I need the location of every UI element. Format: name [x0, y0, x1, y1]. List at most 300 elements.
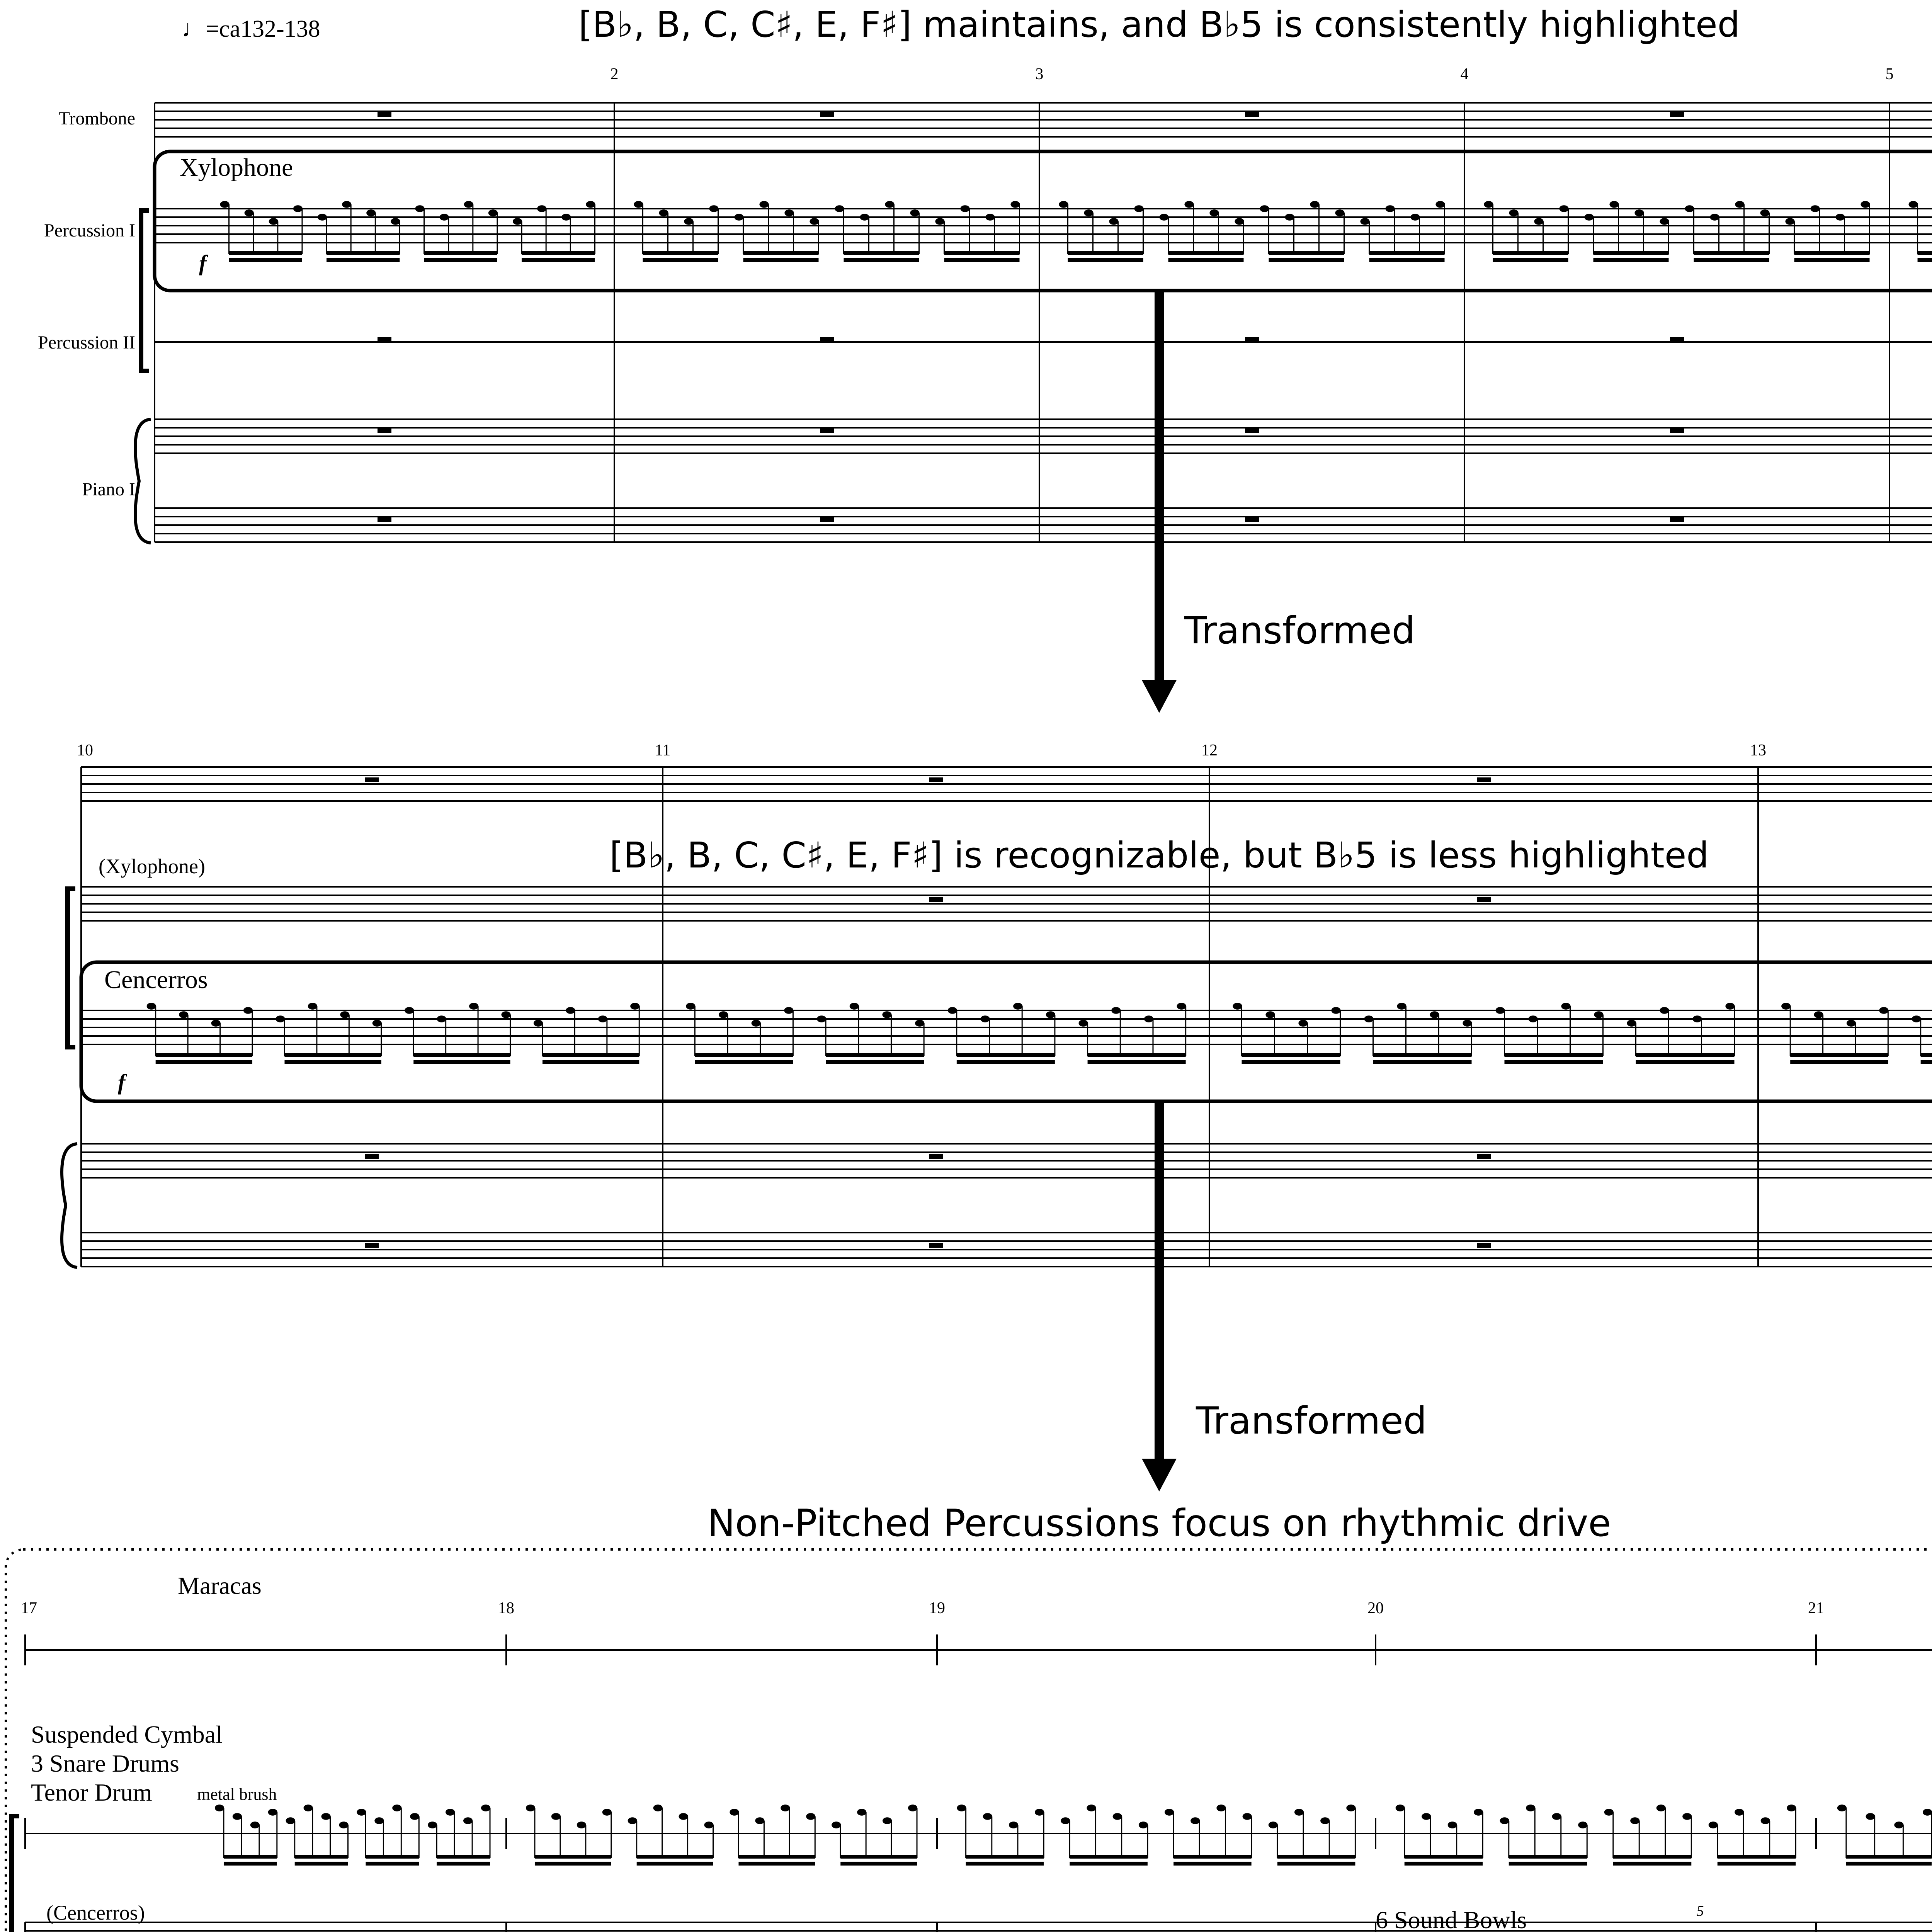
beam [1369, 251, 1445, 255]
measure-number-10: 10 [77, 742, 93, 759]
notehead [759, 201, 769, 208]
notehead [1634, 209, 1644, 216]
whole-rest [820, 112, 834, 117]
bracket [141, 211, 149, 371]
notehead [463, 1817, 473, 1824]
notehead [304, 1804, 313, 1811]
beam [1790, 1053, 1888, 1057]
notehead [1448, 1821, 1457, 1828]
beam [957, 1060, 1055, 1064]
notehead [1495, 1007, 1505, 1014]
beam [1269, 251, 1344, 255]
beam [966, 1862, 1044, 1866]
notehead [1159, 214, 1168, 221]
notehead [1463, 1020, 1472, 1027]
notehead [1285, 214, 1294, 221]
notehead [885, 201, 894, 208]
notehead [1682, 1813, 1692, 1820]
notehead [1111, 1007, 1121, 1014]
notehead [1243, 1813, 1252, 1820]
notehead [391, 218, 400, 225]
notehead [935, 218, 944, 225]
notehead [1725, 1003, 1735, 1010]
notehead [1656, 1804, 1666, 1811]
beam [366, 1862, 419, 1866]
notehead [1866, 1813, 1875, 1820]
notehead [883, 1817, 892, 1824]
notehead [1320, 1817, 1330, 1824]
notehead [1879, 1007, 1888, 1014]
whole-rest [1477, 897, 1491, 902]
beam [637, 1855, 713, 1859]
notehead [1087, 1804, 1096, 1811]
notehead [980, 1015, 990, 1022]
system2-caption: [B♭, B, C, C♯, E, F♯] is recognizable, but B♭5 is less highlighted [609, 835, 1709, 876]
notehead [1013, 1003, 1022, 1010]
notehead [1810, 205, 1820, 212]
beam [840, 1855, 917, 1859]
notehead [598, 1015, 607, 1022]
notehead [437, 1015, 446, 1022]
notehead [1584, 214, 1594, 221]
snare-drums-label: 3 Snare Drums [31, 1750, 179, 1777]
beam [1168, 258, 1244, 262]
notehead [1484, 201, 1493, 208]
beam [1068, 251, 1143, 255]
notehead [1410, 214, 1420, 221]
bracket [12, 1816, 19, 1932]
beam [738, 1862, 815, 1866]
notehead [1209, 209, 1219, 216]
measure-number-17: 17 [21, 1599, 37, 1617]
notehead [293, 205, 303, 212]
notehead [628, 1817, 637, 1824]
beam [284, 1060, 381, 1064]
notehead [686, 1003, 695, 1010]
notehead [392, 1804, 401, 1811]
whole-rest [820, 517, 834, 522]
beam [437, 1855, 490, 1859]
notehead [428, 1821, 437, 1828]
beam [1088, 1060, 1186, 1064]
beam [284, 1053, 381, 1057]
whole-rest [365, 1154, 379, 1159]
notehead [269, 218, 278, 225]
label-percussion-2: Percussion II [38, 332, 135, 353]
cencerros-label: Cencerros [104, 966, 208, 994]
notehead [1294, 1809, 1304, 1816]
beam [695, 1053, 793, 1057]
notehead [566, 1007, 575, 1014]
beam [1921, 1060, 1932, 1064]
notehead [1561, 1003, 1570, 1010]
beam [1405, 1862, 1483, 1866]
notehead [340, 1011, 349, 1018]
dynamic-f: f [199, 250, 207, 276]
beam [1505, 1060, 1603, 1064]
notehead [250, 1821, 260, 1828]
notehead [1847, 1020, 1856, 1027]
beam [543, 1053, 639, 1057]
beam [543, 1060, 639, 1064]
beam [366, 1855, 419, 1859]
notehead [526, 1804, 535, 1811]
notehead [755, 1817, 764, 1824]
notehead [857, 1809, 866, 1816]
notehead [1685, 205, 1694, 212]
whole-rest [378, 429, 391, 433]
notehead [1604, 1809, 1614, 1816]
beam [1277, 1862, 1355, 1866]
system1-caption: [B♭, B, C, C♯, E, F♯] maintains, and B♭5 is consistently highlighted [578, 4, 1740, 45]
notehead [1787, 1804, 1796, 1811]
notehead [1781, 1003, 1791, 1010]
beam [229, 258, 302, 262]
notehead [630, 1003, 639, 1010]
beam [1242, 1053, 1340, 1057]
notehead [810, 218, 819, 225]
beam [1505, 1053, 1603, 1057]
cencerros-carry-label: (Cencerros) [46, 1901, 145, 1924]
notehead [372, 1020, 382, 1027]
whole-rest [1670, 429, 1684, 433]
notehead [342, 201, 351, 208]
beam [826, 1060, 924, 1064]
beam [1068, 258, 1143, 262]
notehead [1177, 1003, 1186, 1010]
notehead [357, 1809, 366, 1816]
bracket [68, 889, 75, 1047]
notehead [321, 1813, 330, 1820]
beam [966, 1855, 1044, 1859]
notehead [1396, 1804, 1405, 1811]
whole-rest [378, 337, 391, 342]
notehead [910, 209, 919, 216]
measure-number-20: 20 [1367, 1599, 1384, 1617]
piano-brace [62, 1144, 77, 1267]
notehead [948, 1007, 957, 1014]
notehead [318, 214, 327, 221]
notehead [469, 1003, 478, 1010]
notehead [211, 1020, 220, 1027]
notehead [1184, 201, 1194, 208]
beam [1369, 258, 1445, 262]
notehead [1346, 1804, 1355, 1811]
notehead [220, 201, 229, 208]
notehead [1709, 1821, 1718, 1828]
whole-rest [929, 1154, 943, 1159]
beam [1168, 251, 1244, 255]
notehead [410, 1813, 419, 1820]
piano-brace [135, 419, 151, 543]
tenor-drum-label: Tenor Drum [31, 1779, 152, 1806]
beam [1636, 1053, 1735, 1057]
beam [844, 258, 919, 262]
beam [844, 251, 919, 255]
notehead [1509, 209, 1518, 216]
measure-number-19: 19 [929, 1599, 945, 1617]
whole-rest [365, 1243, 379, 1248]
notehead [806, 1813, 815, 1820]
notehead [1385, 205, 1395, 212]
notehead [1430, 1011, 1439, 1018]
staff-lines [7, 103, 1932, 1932]
notehead [679, 1813, 688, 1820]
beam [957, 1053, 1055, 1057]
beam [295, 1862, 348, 1866]
measure-number-18: 18 [498, 1599, 514, 1617]
notehead [488, 209, 498, 216]
beam [424, 258, 497, 262]
arrow-1-head [1142, 680, 1177, 713]
notehead [781, 1804, 790, 1811]
beam [1173, 1855, 1252, 1859]
beam [826, 1053, 924, 1057]
beam [437, 1862, 490, 1866]
beam [1594, 258, 1669, 262]
whole-rest [820, 337, 834, 342]
notehead [850, 1003, 859, 1010]
notehead [1335, 209, 1344, 216]
notehead [1500, 1817, 1509, 1824]
notehead [1235, 218, 1244, 225]
arrow-2-head [1142, 1459, 1177, 1492]
cencerros-highlight-box [81, 962, 1932, 1101]
beam [535, 1855, 611, 1859]
beam [1694, 258, 1769, 262]
beam [1405, 1855, 1483, 1859]
whole-rest [1670, 337, 1684, 342]
notehead [1269, 1821, 1278, 1828]
tuplet-number: 5 [1696, 1903, 1704, 1919]
arrow-1-label: Transformed [1184, 609, 1415, 652]
notehead [1630, 1817, 1639, 1824]
notehead [1735, 1809, 1744, 1816]
notehead [1165, 1809, 1174, 1816]
beam [1594, 251, 1669, 255]
beam [229, 251, 302, 255]
measure-number-5: 5 [1885, 65, 1894, 83]
beam [1921, 1053, 1932, 1057]
beam [743, 251, 819, 255]
notehead [983, 1813, 992, 1820]
beam [535, 1862, 611, 1866]
measure-number-12: 12 [1201, 742, 1218, 759]
notehead [752, 1020, 761, 1027]
notehead [915, 1020, 924, 1027]
notehead [1735, 201, 1744, 208]
beam [224, 1855, 277, 1859]
beam [643, 258, 718, 262]
beam [156, 1060, 252, 1064]
notehead [1397, 1003, 1406, 1010]
notehead [233, 1813, 242, 1820]
beam [1613, 1862, 1692, 1866]
notehead [602, 1809, 612, 1816]
beam [1070, 1862, 1148, 1866]
beam [327, 251, 400, 255]
measure-number-11: 11 [655, 742, 671, 759]
notehead [634, 201, 643, 208]
notehead [1046, 1011, 1055, 1018]
metal-brush-label: metal brush [197, 1785, 277, 1804]
notehead [1894, 1821, 1903, 1828]
notehead [513, 218, 522, 225]
notehead [374, 1817, 384, 1824]
notehead [1233, 1003, 1242, 1010]
notehead [1710, 214, 1719, 221]
beam [1636, 1060, 1735, 1064]
beam [1794, 251, 1870, 255]
notehead [1109, 218, 1118, 225]
notehead [464, 201, 473, 208]
notehead [534, 1020, 543, 1027]
beam [1493, 251, 1568, 255]
beam [295, 1855, 348, 1859]
notehead [276, 1015, 285, 1022]
notehead [1310, 201, 1319, 208]
beam [1493, 258, 1568, 262]
label-trombone: Trombone [58, 108, 135, 129]
whole-rest [365, 777, 379, 782]
notehead [1216, 1804, 1226, 1811]
notehead [1144, 1015, 1153, 1022]
notehead [1761, 1817, 1770, 1824]
notehead [1908, 201, 1918, 208]
notehead [784, 1007, 793, 1014]
beam [1242, 1060, 1340, 1064]
beam [424, 251, 497, 255]
beam [840, 1862, 917, 1866]
beam [1070, 1855, 1148, 1859]
notehead [586, 201, 595, 208]
whole-rest [1245, 337, 1259, 342]
notehead [704, 1821, 713, 1828]
notehead [960, 205, 969, 212]
measure-number-21: 21 [1808, 1599, 1824, 1617]
notehead [730, 1809, 739, 1816]
beam [1373, 1060, 1472, 1064]
beam [944, 251, 1020, 255]
xylophone-label: Xylophone [180, 153, 293, 182]
whole-rest [929, 1243, 943, 1248]
notehead [1113, 1813, 1122, 1820]
notehead [1360, 218, 1369, 225]
notehead [1627, 1020, 1636, 1027]
notehead [1265, 1011, 1275, 1018]
whole-rest [1245, 517, 1259, 522]
beam [1718, 1862, 1796, 1866]
notehead [245, 209, 254, 216]
beam [637, 1862, 713, 1866]
arrow-2-label: Transformed [1196, 1399, 1427, 1442]
notehead [551, 1813, 561, 1820]
notehead [734, 214, 743, 221]
notehead [415, 205, 424, 212]
beam [1088, 1053, 1186, 1057]
notehead [1912, 1015, 1921, 1022]
notehead [684, 218, 693, 225]
notehead [561, 214, 571, 221]
notehead [1422, 1813, 1431, 1820]
notehead [659, 209, 668, 216]
beam [1509, 1855, 1587, 1859]
notehead [1837, 1804, 1847, 1811]
beam [522, 251, 595, 255]
beam [1794, 258, 1870, 262]
notehead [308, 1003, 317, 1010]
notehead [215, 1804, 224, 1811]
beam [944, 258, 1020, 262]
notehead [366, 209, 376, 216]
measure-number-2: 2 [610, 65, 619, 83]
notehead [784, 209, 794, 216]
beam [1509, 1862, 1587, 1866]
notehead [1835, 214, 1845, 221]
notehead [1578, 1821, 1587, 1828]
beam [156, 1053, 252, 1057]
whole-rest [1670, 517, 1684, 522]
notehead [1435, 201, 1445, 208]
label-percussion-1: Percussion I [44, 220, 135, 241]
notehead [1084, 209, 1093, 216]
notehead [243, 1007, 253, 1014]
beam [738, 1855, 815, 1859]
notehead [405, 1007, 414, 1014]
xylophone-carry-label: (Xylophone) [99, 855, 205, 878]
notehead [339, 1821, 348, 1828]
beam [1373, 1053, 1472, 1057]
notehead [1660, 218, 1669, 225]
dynamic-f: f [118, 1070, 126, 1095]
notehead [501, 1011, 510, 1018]
beam [1846, 1862, 1932, 1866]
notehead [1534, 218, 1543, 225]
whole-rest [1670, 112, 1684, 117]
notehead [1609, 201, 1619, 208]
beam [413, 1060, 510, 1064]
notehead [537, 205, 546, 212]
beam [1718, 1855, 1796, 1859]
notehead [1559, 205, 1568, 212]
beam [522, 258, 595, 262]
maracas-label: Maracas [178, 1572, 262, 1599]
beam [327, 258, 400, 262]
beam [643, 251, 718, 255]
notehead [179, 1011, 188, 1018]
notehead [268, 1809, 277, 1816]
label-piano-1: Piano I [82, 479, 135, 500]
notehead [1078, 1020, 1088, 1027]
notehead [709, 205, 718, 212]
beam [1918, 258, 1932, 262]
beam [1613, 1855, 1692, 1859]
whole-rest [1245, 429, 1259, 433]
notehead [1364, 1015, 1373, 1022]
beam [1277, 1855, 1355, 1859]
whole-rest [820, 429, 834, 433]
beam [1173, 1862, 1252, 1866]
notehead [832, 1821, 841, 1828]
notehead [1059, 201, 1068, 208]
whole-rest [1477, 1154, 1491, 1159]
notehead [1061, 1817, 1070, 1824]
beam [1918, 251, 1932, 255]
notehead [860, 214, 869, 221]
whole-rest [1245, 112, 1259, 117]
notehead [719, 1011, 728, 1018]
whole-rest [378, 517, 391, 522]
